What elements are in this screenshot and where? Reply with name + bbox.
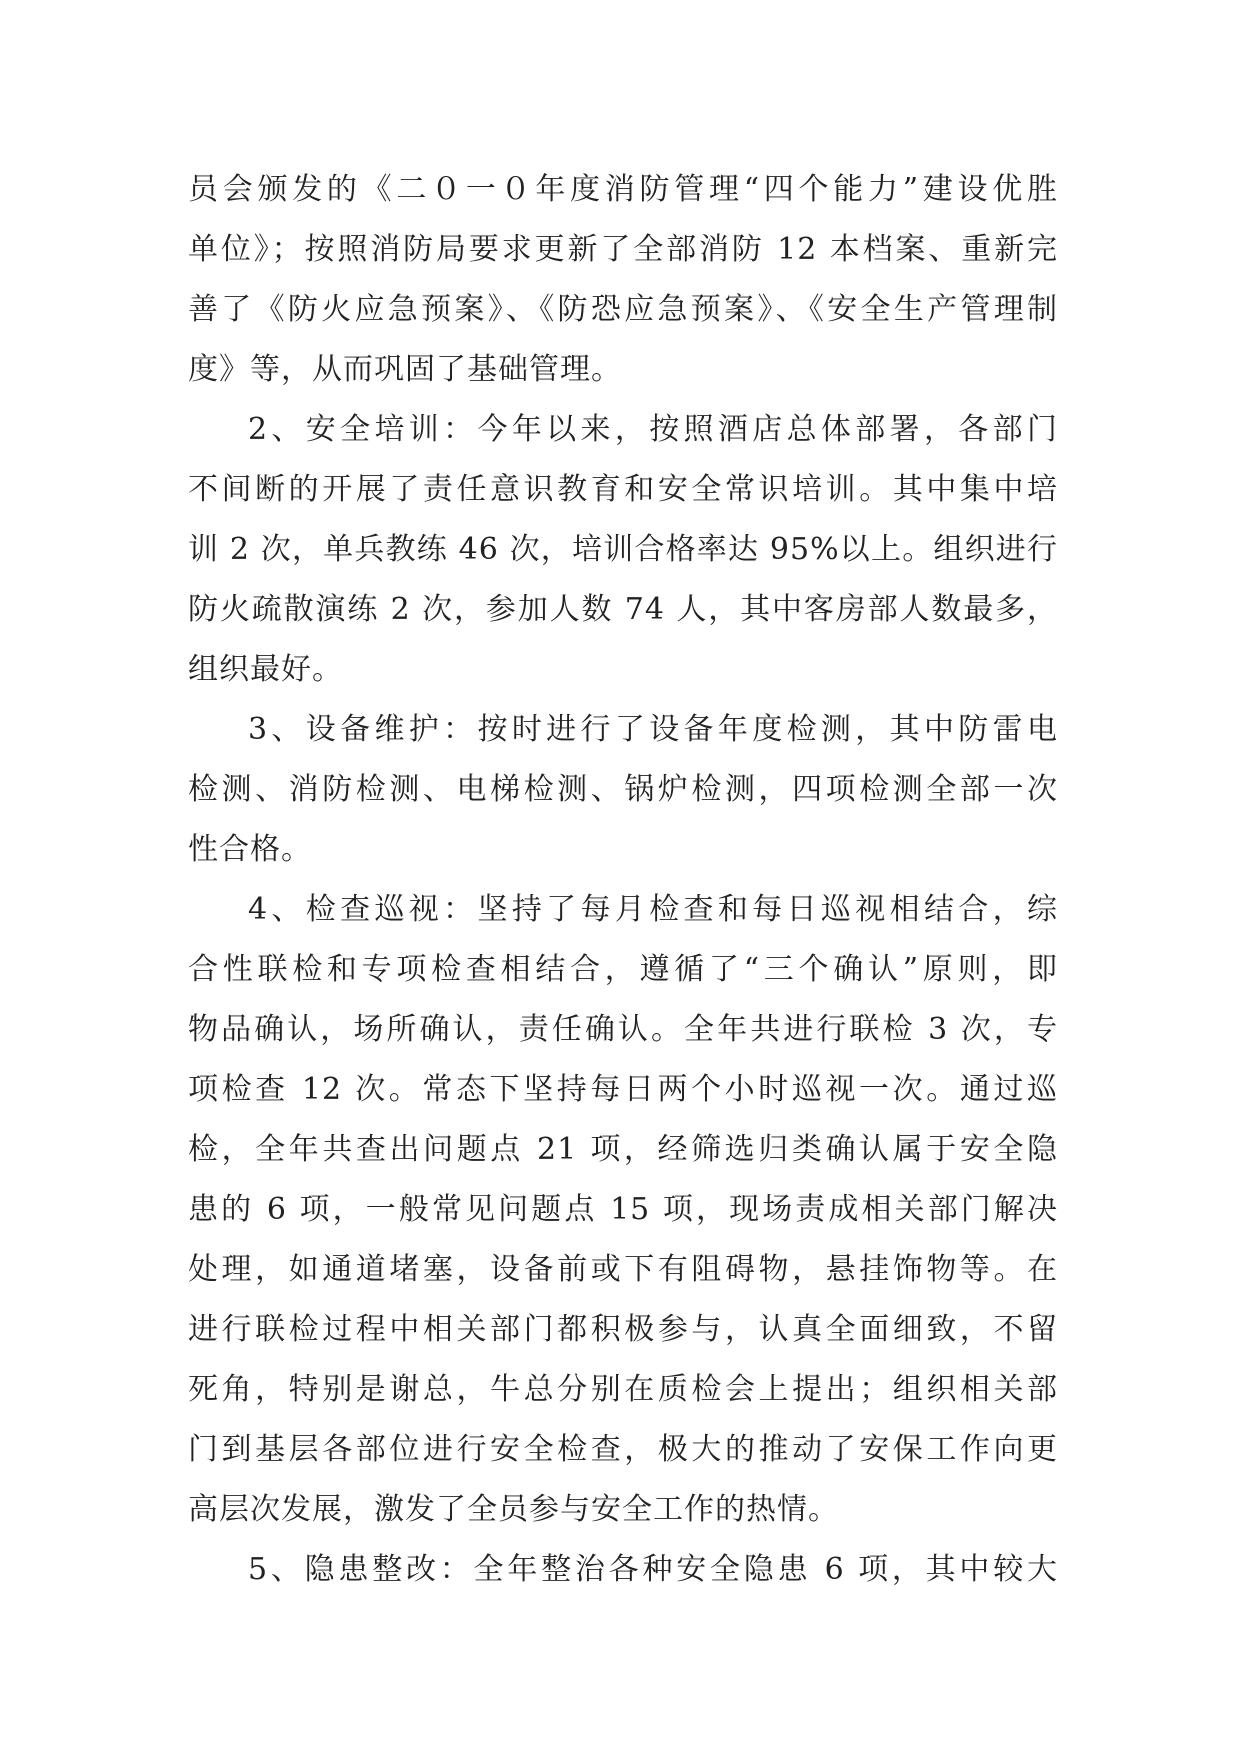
text-line: 防火疏散演练 2 次，参加人数 74 人，其中客房部人数最多， bbox=[188, 592, 1058, 627]
text-line: 物品确认，场所确认，责任确认。全年共进行联检 3 次，专 bbox=[188, 1012, 1058, 1047]
text-line: 项检查 12 次。常态下坚持每日两个小时巡视一次。通过巡 bbox=[188, 1072, 1058, 1107]
paragraph-equipment-maintenance bbox=[188, 700, 1058, 880]
paragraph-inspection-patrol bbox=[188, 880, 1058, 1540]
text-line: 员会颁发的《二０一０年度消防管理“四个能力”建设优胜 bbox=[188, 172, 1058, 207]
paragraph-safety-training bbox=[188, 400, 1058, 700]
document-body bbox=[188, 160, 1058, 1600]
text-line: 3、设备维护：按时进行了设备年度检测，其中防雷电 bbox=[248, 712, 1058, 747]
text-line: 5、隐患整改：全年整治各种安全隐患 6 项，其中较大 bbox=[248, 1552, 1058, 1587]
text-line: 训 2 次，单兵教练 46 次，培训合格率达 95%以上。组织进行 bbox=[188, 532, 1058, 567]
text-line: 度》等，从而巩固了基础管理。 bbox=[188, 352, 622, 387]
text-line: 处理，如通道堵塞，设备前或下有阻碍物，悬挂饰物等。在 bbox=[188, 1252, 1058, 1287]
text-line: 4、检查巡视：坚持了每月检查和每日巡视相结合，综 bbox=[248, 892, 1058, 927]
text-line: 组织最好。 bbox=[188, 652, 343, 687]
paragraph-hazard-rectification bbox=[188, 1540, 1058, 1600]
text-line: 单位》；按照消防局要求更新了全部消防 12 本档案、重新完 bbox=[188, 232, 1058, 267]
text-line: 高层次发展，激发了全员参与安全工作的热情。 bbox=[188, 1492, 839, 1527]
text-line: 检，全年共查出问题点 21 项，经筛选归类确认属于安全隐 bbox=[188, 1132, 1058, 1167]
text-line: 死角，特别是谢总，牛总分别在质检会上提出；组织相关部 bbox=[188, 1372, 1058, 1407]
text-line: 善了《防火应急预案》、《防恐应急预案》、《安全生产管理制 bbox=[188, 292, 1058, 327]
paragraph-1 bbox=[188, 160, 1058, 400]
text-line: 合性联检和专项检查相结合，遵循了“三个确认”原则，即 bbox=[188, 952, 1058, 987]
text-line: 门到基层各部位进行安全检查，极大的推动了安保工作向更 bbox=[188, 1432, 1058, 1467]
text-line: 性合格。 bbox=[188, 832, 312, 867]
text-line: 检测、消防检测、电梯检测、锅炉检测，四项检测全部一次 bbox=[188, 772, 1058, 807]
text-line: 2、安全培训：今年以来，按照酒店总体部署，各部门 bbox=[248, 412, 1058, 447]
text-line: 患的 6 项，一般常见问题点 15 项，现场责成相关部门解决 bbox=[188, 1192, 1058, 1227]
text-line: 不间断的开展了责任意识教育和安全常识培训。其中集中培 bbox=[188, 472, 1058, 507]
text-line: 进行联检过程中相关部门都积极参与，认真全面细致，不留 bbox=[188, 1312, 1058, 1347]
